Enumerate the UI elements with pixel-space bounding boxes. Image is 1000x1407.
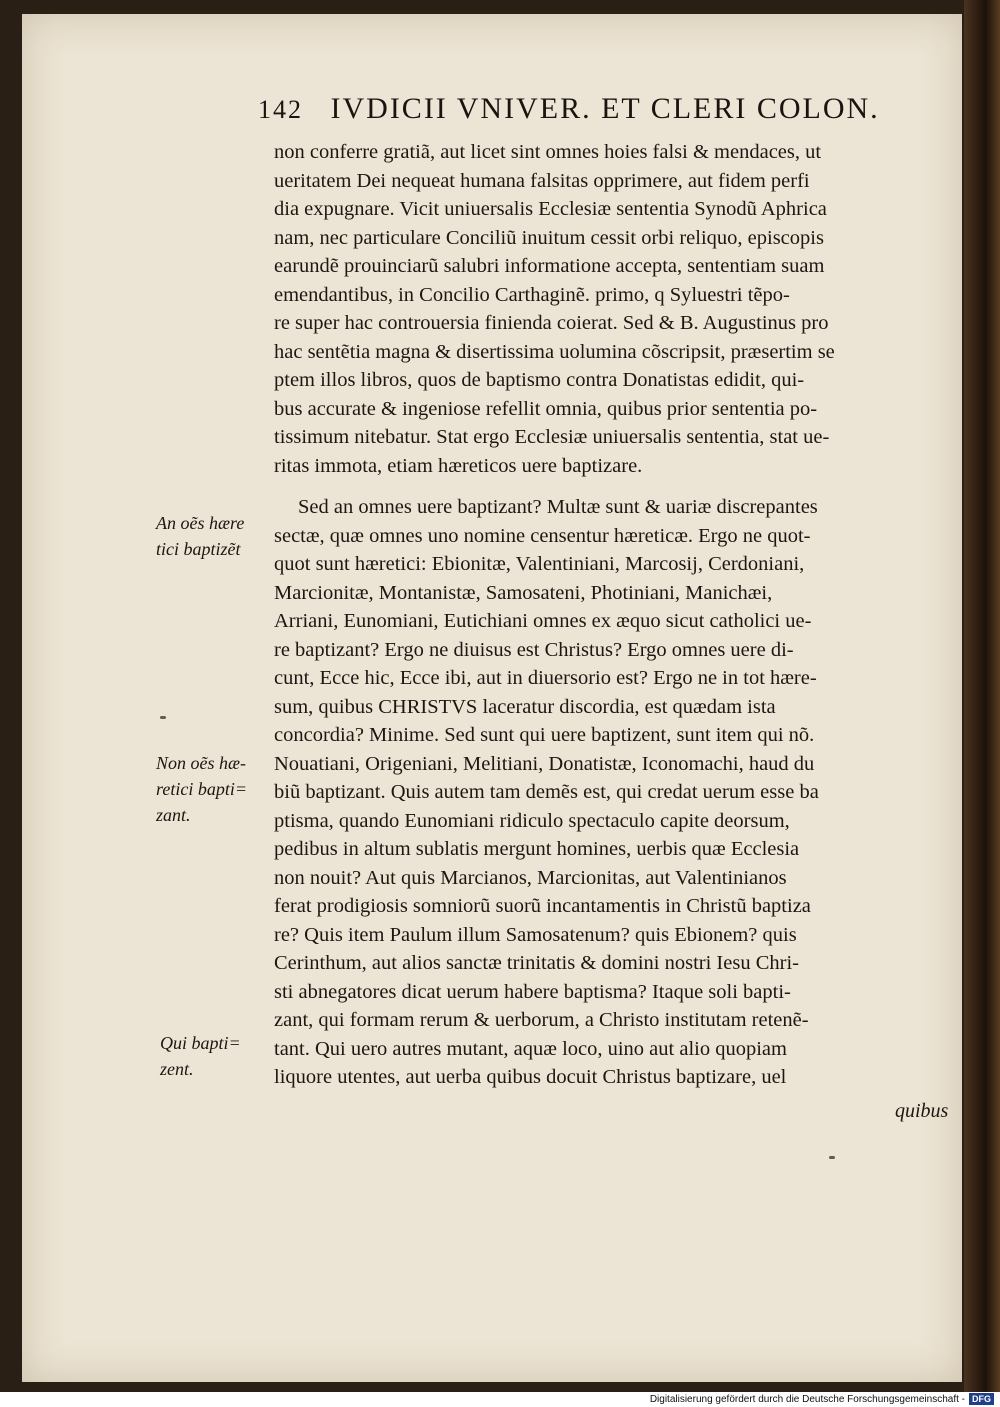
text-line: zant, qui formam rerum & uerborum, a Christo institutam retenẽ- [274, 1009, 809, 1031]
footer-credit: Digitalisierung gefördert durch die Deutsche Forschungsgemeinschaft - [649, 1394, 965, 1405]
text-line: concordia? Minime. Sed sunt qui uere baptizent, sunt item qui nõ. [274, 724, 815, 746]
text-line: Arriani, Eunomiani, Eutichiani omnes ex æquo sicut catholici ue- [274, 610, 812, 632]
digitization-footer [0, 1392, 1000, 1407]
page-number: 142 [258, 95, 303, 124]
text-line: Cerinthum, aut alios sanctæ trinitatis & domini nostri Iesu Chri- [274, 952, 799, 974]
text-line: sectæ, quæ omnes uno nomine censentur hæreticæ. Ergo ne quot- [274, 524, 811, 547]
marginal-note-line: Non oẽs hæ- [156, 753, 246, 773]
text-line: tant. Qui uero autres mutant, aquæ loco, uino aut alio quopiam [274, 1037, 787, 1060]
text-line: pedibus in altum sublatis mergunt homines, uerbis quæ Ecclesia [274, 838, 800, 860]
paragraph-1 [274, 138, 958, 480]
text-line: sum, quibus CHRISTVS laceratur discordia, est quædam ista [274, 695, 776, 718]
text-line: bus accurate & ingeniose refellit omnia, quibus prior sententia po- [274, 397, 818, 420]
book-edge [964, 0, 1000, 1392]
text-line: Marcionitæ, Montanistæ, Samosateni, Photiniani, Manichæi, [274, 581, 773, 604]
text-line: non conferre gratiã, aut licet sint omnes hoies falsi & mendaces, ut [274, 141, 822, 163]
catchword: quibus [895, 1100, 949, 1122]
text-line: Sed an omnes uere baptizant? Multæ sunt & uariæ discrepantes [298, 496, 818, 518]
text-line: re? Quis item Paulum illum Samosatenum? quis Ebionem? quis [274, 923, 797, 946]
marginal-note-line: zent. [160, 1059, 194, 1079]
text-line: nam, nec particulare Conciliũ inuitum cessit orbi reliquo, episcopis [274, 226, 824, 249]
text-line: Nouatiani, Origeniani, Melitiani, Donatistæ, Iconomachi, haud du [274, 752, 815, 775]
text-line: non nouit? Aut quis Marcianos, Marcionitas, aut Valentinianos [274, 866, 787, 889]
text-line: quot sunt hæretici: Ebionitæ, Valentiniani, Marcosij, Cerdoniani, [274, 553, 805, 575]
text-line: re super hac controuersia finienda coierat. Sed & B. Augustinus pro [274, 312, 829, 334]
text-line: ritas immota, etiam hæreticos uere baptizare. [274, 454, 643, 477]
marginal-note-line: retici bapti= [156, 779, 247, 799]
text-line: hac sentẽtia magna & disertissima uolumina cõscripsit, præsertim se [274, 340, 835, 363]
text-line: earundẽ prouinciarũ salubri informatione accepta, sententiam suam [274, 255, 825, 277]
marginal-note-1 [156, 510, 264, 562]
main-text [274, 138, 958, 1092]
marginal-note-line: An oẽs hære [156, 513, 245, 533]
paragraph-2 [274, 493, 958, 1092]
ink-mark [160, 716, 166, 719]
ink-mark [829, 1156, 835, 1159]
text-line: biũ baptizant. Quis autem tam demẽs est, qui credat uerum esse ba [274, 781, 819, 803]
text-line: re baptizant? Ergo ne diuisus est Christus? Ergo omnes uere di- [274, 638, 794, 661]
text-line: ptem illos libros, quos de baptismo contra Donatistas edidit, qui- [274, 369, 805, 391]
dfg-logo-icon: DFG [969, 1393, 994, 1405]
text-line: cunt, Ecce hic, Ecce ibi, aut in diuersorio est? Ergo ne in tot hære- [274, 667, 817, 689]
text-line: tissimum nitebatur. Stat ergo Ecclesiæ uniuersalis sententia, stat ue- [274, 426, 830, 448]
running-header [258, 92, 948, 140]
text-line: ueritatem Dei nequeat humana falsitas opprimere, aut fidem perfi [274, 169, 810, 192]
text-line: sti abnegatores dicat uerum habere baptisma? Itaque soli bapti- [274, 980, 791, 1003]
paragraph-gap [274, 480, 958, 493]
marginal-note-2 [156, 750, 264, 828]
marginal-note-line: Qui bapti= [160, 1033, 241, 1053]
text-line: dia expugnare. Vicit uniuersalis Ecclesiæ sententia Synodũ Aphrica [274, 198, 827, 220]
text-line: emendantibus, in Concilio Carthaginẽ. primo, q Syluestri tẽpo- [274, 283, 790, 306]
marginal-note-line: tici baptizẽt [156, 539, 241, 559]
text-line: liquore utentes, aut uerba quibus docuit Christus baptizare, uel [274, 1066, 787, 1088]
marginal-note-3 [160, 1030, 268, 1082]
text-line: ptisma, quando Eunomiani ridiculo spectaculo capite deorsum, [274, 809, 790, 832]
marginal-note-line: zant. [156, 805, 191, 825]
text-line: ferat prodigiosis somniorũ suorũ incantamentis in Christũ baptiza [274, 895, 811, 917]
running-title: IVDICII VNIVER. ET CLERI COLON. [330, 92, 880, 125]
